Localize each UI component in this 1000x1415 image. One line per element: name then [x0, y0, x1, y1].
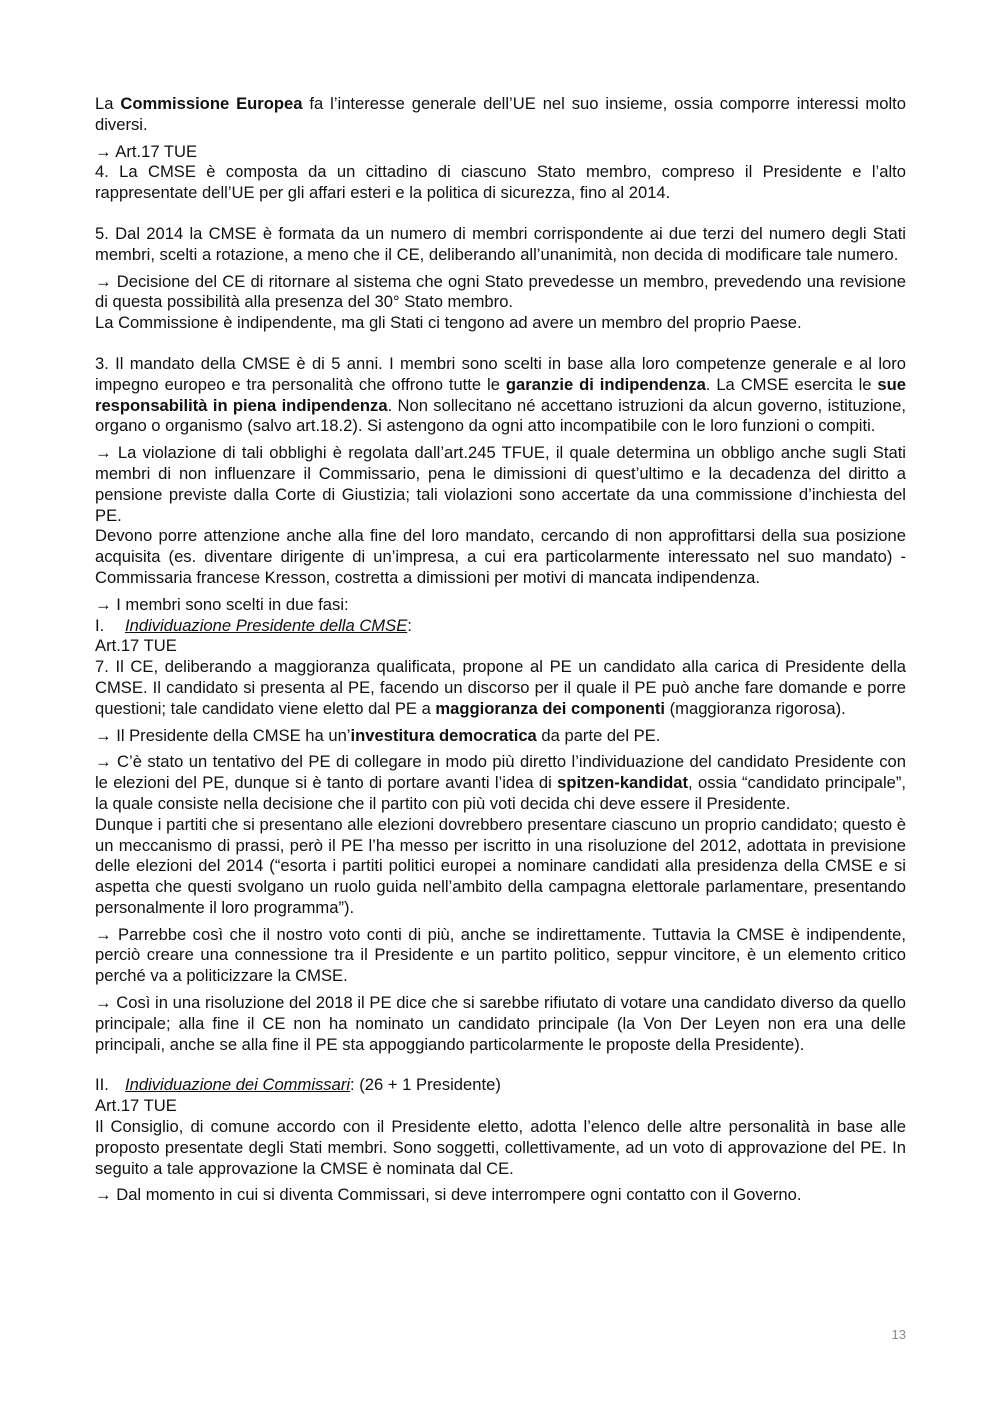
- bold-responsabilita: sue responsabilità in piena indipendenza: [95, 374, 906, 415]
- document-page: [95, 94, 906, 1206]
- bold-spitzen-kandidat: spitzen-kandidat: [557, 773, 689, 793]
- section-title: Individuazione Presidente della CMSE: [125, 615, 408, 635]
- paragraph-two-phases: → I membri sono scelti in due fasi:: [95, 594, 349, 614]
- paragraph-2018: → Così in una risoluzione del 2018 il PE dice che si sarebbe rifiutato di votare una candidato diverso da quello principale; alla fine il CE non ha nominato un candidato principale (la Von Der Leyen non era una delle principali, anche se alla fine il PE sta appoggiando particolarmente le proposte della Presidente).: [95, 993, 906, 1054]
- paragraph-election: 7. Il CE, deliberando a maggioranza qualificata, propone al PE un candidato alla carica di Presidente della CMSE. Il candidato si presenta al PE, facendo un discorso per il quale il PE può anche fare domande e porre questioni; tale candidato viene eletto dal PE a maggioranza dei componenti (maggioranza rigorosa).: [95, 657, 906, 718]
- section-number: II.: [95, 1075, 109, 1095]
- section-number: I.: [95, 615, 105, 635]
- paragraph-spitzen: → C’è stato un tentativo del PE di collegare in modo più diretto l’individuazione del candidato Presidente con le elezioni del PE, dunque si è tanto di portare avanti l’idea di spitzen-kandidat, ossia “candidato principale”, la quale consiste nella decisione che il partito con più voti decida chi deve essere il Presidente.: [95, 752, 906, 813]
- paragraph-council: Il Consiglio, di comune accordo con il Presidente eletto, adotta l’elenco delle altre personalità in base alle proposto presentate degli Stati membri. Sono soggetti, collettivamente, ad un voto di approvazione del PE. In seguito a tale approvazione la CMSE è nominata dal CE.: [95, 1117, 906, 1178]
- bold-garanzie: garanzie di indipendenza: [505, 374, 706, 394]
- article-reference: Art.17 TUE: [95, 1096, 177, 1116]
- bold-investitura: investitura democratica: [350, 725, 537, 745]
- bold-maggioranza: maggioranza dei componenti: [435, 698, 665, 718]
- bold-commissione-europea: Commissione Europea: [120, 94, 303, 113]
- section-heading-commissioners: II. Individuazione dei Commissari: (26 + 1 Presidente): [95, 1075, 501, 1095]
- paragraph-independence: La Commissione è indipendente, ma gli Stati ci tengono ad avere un membro del proprio Paese.: [95, 313, 802, 333]
- paragraph-parties: Dunque i partiti che si presentano alle elezioni dovrebbero presentare ciascuno un proprio candidato; questo è un meccanismo di prassi, però il PE l’ha messo per iscritto in una risoluzione del 2012, adottata in previsione delle elezioni del 2014 (“esorta i partiti politici europei a nominare candidati alla presidenza della CMSE e si aspetta che questi svolgano un ruolo guida nell’ambito della campagna elettorale parlamentare, presentando personalmente il loro programma”).: [95, 814, 906, 917]
- paragraph-violation: → La violazione di tali obblighi è regolata dall’art.245 TFUE, il quale determina un obbligo anche sugli Stati membri di non influenzare il Commissario, pena le dimissioni di quest’ultimo e la decadenza del diritto a pensione previste dalla Corte di Giustizia; tali violazioni sono accertate da una commissione d’inchiesta del PE.: [95, 443, 906, 525]
- paragraph-investitura: → Il Presidente della CMSE ha un’investitura democratica da parte del PE.: [95, 725, 661, 745]
- section-title: Individuazione dei Commissari: [125, 1075, 351, 1095]
- section-heading-president: I. Individuazione Presidente della CMSE:: [95, 615, 412, 635]
- article-reference: Art.17 TUE: [95, 636, 177, 656]
- paragraph-contact: → Dal momento in cui si diventa Commissari, si deve interrompere ogni contatto con il Governo.: [95, 1185, 802, 1205]
- article-reference: → Art.17 TUE: [95, 141, 198, 161]
- paragraph-intro: La Commissione Europea fa l’interesse generale dell’UE nel suo insieme, ossia comporre interessi molto diversi.: [95, 94, 906, 134]
- paragraph-composition: 4. La CMSE è composta da un cittadino di ciascuno Stato membro, compreso il Presidente e l’alto rappresentate dell’UE per gli affari esteri e la politica di sicurezza, fino al 2014.: [95, 162, 906, 203]
- paragraph-mandate: 3. Il mandato della CMSE è di 5 anni. I membri sono scelti in base alla loro competenze generale e al loro impegno europeo e tra personalità che offrono tutte le garanzie di indipendenza. La CMSE esercita le sue responsabilità in piena indipendenza. Non sollecitano né accettano istruzioni da alcun governo, istituzione, organo o organismo (salvo art.18.2). Si astengono da ogni atto incompatibile con le loro funzioni o compiti.: [95, 353, 906, 436]
- paragraph-vote: → Parrebbe così che il nostro voto conti di più, anche se indirettamente. Tuttavia la CMSE è indipendente, perciò creare una connessione tra il Presidente e un partito politico, seppur vincitore, è un elemento critico perché va a politicizzare la CMSE.: [95, 924, 906, 986]
- paragraph-end-mandate: Devono porre attenzione anche alla fine del loro mandato, cercando di non approfittarsi della sua posizione acquisita (es. diventare dirigente di un’impresa, a cui era particolarmente interessato nel suo mandato) - Commissaria francese Kresson, costretta a dimissioni per motivi di mancata indipendenza.: [95, 526, 906, 587]
- paragraph-ce-decision: → Decisione del CE di ritornare al sistema che ogni Stato prevedesse un membro, prevedendo una revisione di questa possibilità alla presenza del 30° Stato membro.: [95, 271, 906, 312]
- paragraph-2014-rotation: 5. Dal 2014 la CMSE è formata da un numero di membri corrispondente ai due terzi del numero degli Stati membri, scelti a rotazione, a meno che il CE, deliberando all’unanimità, non decida di modificare tale numero.: [95, 223, 906, 264]
- page-number: 13: [891, 1327, 906, 1342]
